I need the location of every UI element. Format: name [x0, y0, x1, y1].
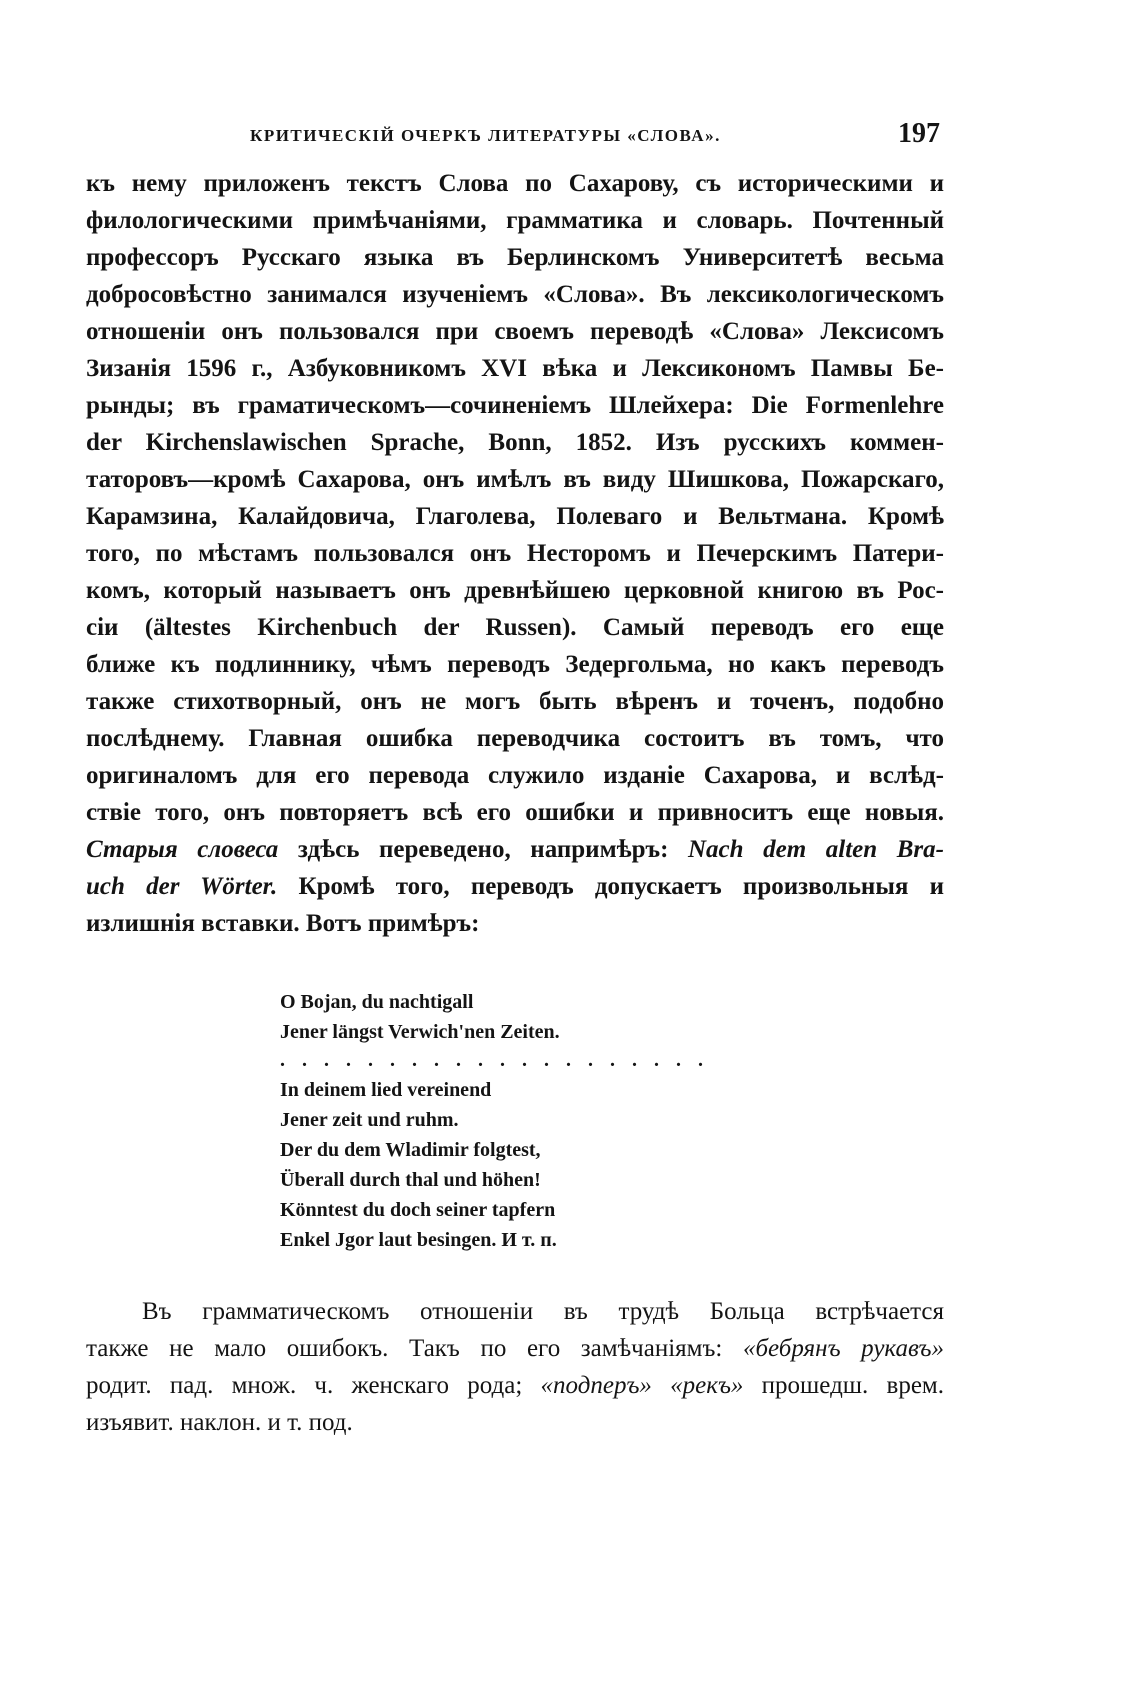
body-line: рынды; въ граматическомъ—сочиненіемъ Шлейхера: Die Formenlehre — [86, 392, 944, 419]
body-line: Карамзина, Калайдовича, Глаголева, Полеваго и Вельтмана. Кромѣ — [86, 503, 944, 530]
line-text: Кромѣ того, переводъ допускаетъ произвольныя и — [277, 873, 944, 900]
verse-line: O Bojan, du nachtigall — [280, 991, 474, 1013]
body-line — [86, 834, 944, 866]
body-line: отношеніи онъ пользовался при своемъ переводѣ «Слова» Лексисомъ — [86, 318, 944, 345]
body-line: того, по мѣстамъ пользовался онъ Несторомъ и Печерскимъ Патери- — [86, 540, 944, 567]
italic-phrase: uch der Wörter. — [86, 873, 278, 900]
body-line: ближе къ подлиннику, чѣмъ переводъ Зедергольма, но какъ переводъ — [86, 651, 944, 678]
body-line: Въ грамматическомъ отношеніи въ трудѣ Больца встрѣчается — [142, 1298, 944, 1325]
body-line: послѣднему. Главная ошибка переводчика состоитъ въ томъ, что — [86, 725, 944, 752]
line-text: также не мало ошибокъ. Такъ по его замѣчаніямъ: — [86, 1335, 743, 1362]
verse-ellipsis: . . . . . . . . . . . . . . . . . . . . — [280, 1049, 709, 1071]
body-line — [86, 1333, 944, 1365]
body-line — [86, 871, 944, 903]
body-line: также стихотворный, онъ не могъ быть вѣренъ и точенъ, подобно — [86, 688, 944, 715]
verse-line: Könntest du doch seiner tapfern — [280, 1199, 556, 1221]
body-line: сіи (ältestes Kirchenbuch der Russen). Самый переводъ его еще — [86, 614, 944, 641]
italic-phrase: «бебрянъ рукавъ» — [742, 1335, 944, 1362]
body-line: профессоръ Русскаго языка въ Берлинскомъ Университетѣ весьма — [86, 244, 944, 271]
line-text: прошедш. врем. — [743, 1372, 945, 1399]
verse-line: Der du dem Wladimir folgtest, — [280, 1139, 541, 1161]
body-line: ствіе того, онъ повторяетъ всѣ его ошибки и привноситъ еще новыя. — [86, 799, 944, 826]
verse-line: In deinem lied vereinend — [280, 1079, 492, 1101]
body-line: комъ, который называетъ онъ древнѣйшею церковной книгою въ Рос- — [86, 577, 944, 604]
verse-line: Jener zeit und ruhm. — [280, 1109, 459, 1131]
verse-line: Enkel Jgor laut besingen. И т. п. — [280, 1229, 557, 1251]
italic-phrase: «подперъ» «рекъ» — [540, 1372, 744, 1399]
body-line: къ нему приложенъ текстъ Слова по Сахарову, съ историческими и — [86, 170, 944, 197]
line-text: родит. пад. множ. ч. женскаго рода; — [86, 1372, 541, 1399]
page-number: 197 — [898, 118, 940, 149]
body-line: филологическими примѣчаніями, грамматика и словарь. Почтенный — [86, 207, 944, 234]
body-line — [86, 1370, 944, 1402]
verse-line: Jener längst Verwich'nen Zeiten. — [280, 1021, 560, 1043]
body-line: оригиналомъ для его перевода служило изданіе Сахарова, и вслѣд- — [86, 762, 944, 789]
italic-phrase: Nach dem alten Bra- — [688, 836, 944, 863]
body-line: Зизанія 1596 г., Азбуковникомъ XVI вѣка и Лексикономъ Памвы Бе- — [86, 355, 944, 382]
verse-line: Überall durch thal und höhen! — [280, 1169, 541, 1191]
body-line: изъявит. наклон. и т. под. — [86, 1409, 353, 1436]
body-line: добросовѣстно занимался изученіемъ «Слова». Въ лексикологическомъ — [86, 281, 944, 308]
line-text: здѣсь переведено, напримѣръ: — [278, 836, 688, 863]
body-line: излишнія вставки. Вотъ примѣръ: — [86, 910, 480, 937]
body-line: таторовъ—кромѣ Сахарова, онъ имѣлъ въ виду Шишкова, Пожарскаго, — [86, 466, 944, 493]
italic-phrase: Старыя словеса — [86, 836, 279, 863]
running-title: КРИТИЧЕСКІЙ ОЧЕРКЪ ЛИТЕРАТУРЫ «СЛОВА». — [250, 126, 721, 145]
body-line: der Kirchenslawischen Sprache, Bonn, 1852. Изъ русскихъ коммен- — [86, 429, 944, 456]
